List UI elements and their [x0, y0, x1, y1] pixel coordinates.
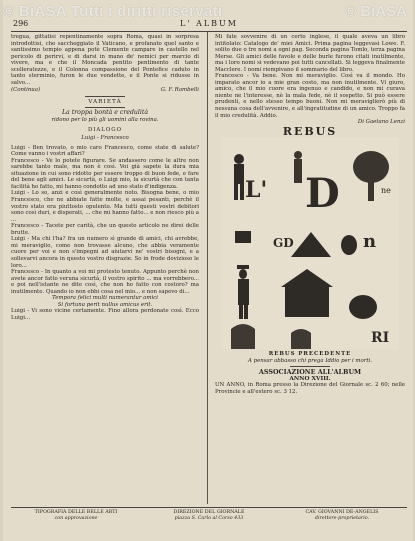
dialogue-speakers: Luigi - Francesco [81, 135, 129, 142]
author-signature: Di Gaetano Lenzi [357, 119, 405, 126]
association-year: ANNO XVIII. [289, 375, 331, 382]
latin-verse: Si fortuna perit nullus amicus erit. [57, 301, 153, 308]
latin-verse: Tempora felici multi numerantur amici [52, 295, 158, 302]
dialogue-paragraph: Luigi - Ben trovato, o mio caro Francesco, come state di salute? Come vanno i vostri affari? [11, 144, 199, 158]
dialogue-paragraph: Francesco - In quanto a voi mi protesto tenuto. Appunto perchè non avete ancor fatto veruna sicurtà, il vostro spirito ... ma vorrebbero... e poi nell'istante ne dite così, che non ho fatto con costoro? ma inutilmente. Quando io non ebbi cosa nel mio... e non sapevo di... [11, 269, 199, 295]
footer-direction-address: piazza S. Carlo al Corso 433 [174, 515, 244, 521]
divider-rule [85, 96, 125, 97]
journal-title: L' ALBUM [180, 19, 238, 28]
footer-director [277, 510, 407, 521]
page-number: 296 [13, 19, 29, 28]
continua-label: (Continua) [11, 87, 41, 94]
section-title: VARIETÀ [88, 98, 122, 105]
divider-rule [290, 366, 330, 367]
rebus-caption: A pensar abbasso chi prega Iddio per i morti. [248, 357, 372, 364]
rebus-letter-d: D [305, 170, 340, 218]
watermark-text-right: © BiASA [345, 3, 407, 20]
dialogue-paragraph: Francesco - Ve lo potete figurare. Se andassero come le altre non sarebbe tanto male, ma non è così. Voi già sapete la dura mia situazione in cui sono ridotto per essere troppo di buon fede, e fare del bene agli amici. Le sicurtà, o Luigi mio, la sicurtà che con tanta facilità ho fatto, mi hanno condotto ad uno stato d'indigenza. [11, 157, 199, 190]
divider-rule [85, 107, 125, 108]
left-column [11, 34, 199, 504]
page-header [11, 19, 407, 32]
rebus-caption-title: REBUS PRECEDENTE [268, 351, 352, 358]
page-footer [11, 507, 407, 536]
rebus-letter-ri: RI [371, 330, 390, 347]
footer-director-name: CAV. GIOVANNI DE-ANGELIS [305, 510, 379, 515]
author-signature: G. F. Rambelli [160, 87, 199, 94]
dialogue-paragraph: Mi fate sovvenire di un certo inglese, il quale aveva un libro intitolato: Catalogo de' miei Amici. Prima pagina leggevasi Lowe. F. solito due o tre nomi a ogni pag. Seconda pagina Tomlo, terza pagina Merse. Gli amici delle favole e delle burle furono citati inutilmente, ma i loro nomi si vedevano poi tutti cancellati. Si leggeva finalmente Macclere. I nomi riempivano il sommario del libro. [215, 34, 405, 73]
rebus-title: REBUS [282, 124, 338, 138]
association-title: ASSOCIAZIONE ALL'ALBUM [258, 368, 362, 377]
article-signature-line [11, 87, 199, 94]
dialogue-paragraph: Luigi - Ma chi l'ha? fra un numero sì grande di amici, chi avrebbe, mi meraviglio, come non trovasse alcuno, che abbia veramente cuore per voi e non s'impegni ad aiutarvi ne' vostri bisogni, e a sollevarvi ancora in questo vostro disgrazie. So in frode dovizioso le loro... [11, 236, 199, 269]
watermark-text: © BiASA Tutti i diritti riservati [3, 3, 223, 20]
article-subtitle-2: ridono per lo più gli uomini alla rovina. [51, 117, 159, 124]
dialogue-paragraph: Luigi - Lo so, anzi e così generalmente noto. Bisogna bene, o mio Francesco, che ne abbiate fatte molte, e assai pesanti, perchè il vostro stato era piuttosto opulento. Ma tutti questi vostri debitori sono così duri, e disperati, ... che mi hanno fatto... e non riesco più a ... [11, 190, 199, 223]
footer-printer-name: TIPOGRAFIA DELLE BELLE ARTI [34, 510, 118, 515]
rebus-letter-l: L' [245, 177, 268, 204]
rebus-letter-gd: GD [273, 236, 294, 251]
article-continuation: tregua, gittatisi repentinamente sopra Roma, quasi in sorpresa introdottisi, che saccheggiato il Vaticano, e profanato quel santo e santissimo tempio appena potè Clemente campare in castello nel pericolo di perirvi, e di darsi in mano de' nemici per marcio di vivere, ma e che il Moncada pentito pentimento di tante scelleratezze, e il Colonna compassione del Pontefice caduto in tanto sterminio, furon le due vendette, e il Ponte si ridusse in salvo... [11, 34, 199, 86]
dialogue-paragraph: Luigi - Vi sono vicine certamente. Fino allora perdonate così. Ecco Luigi... [11, 308, 199, 321]
column-divider [207, 32, 208, 504]
footer-printer [11, 510, 141, 521]
rebus-letter-n: n [363, 231, 377, 253]
dialogue-paragraph: Francesco - Va bene. Non mi meraviglio. Così va il mondo. Ho imparato ancor io a mie gran costo, ma non inutilmente. Vi giuro, amico, che il mio cuore era ingenuo e candido, e non mi curava niente ne l'interesse, nè la mala fede, nè il sospetto. Si può essere prudenti, e nello stesso tempo buoni. Non mi meraviglierò più di nessuna cosa dell'avvenire, e all'ingratitudine di un amico. Troppo fa il mio credulità. Addio. [215, 73, 405, 119]
footer-director-role: direttore-proprietario. [314, 515, 370, 521]
rebus-letter-ne: ne [381, 186, 391, 196]
association-text: UN ANNO, in Roma presso la Direzione del Giornale sc. 2 60; nelle Provincie e all'estero sc. 3 12. [215, 382, 405, 395]
right-column [215, 34, 405, 504]
footer-printer-note: con approvazione [54, 515, 98, 521]
article-subtitle: La troppa bontà e credulità [61, 109, 149, 117]
footer-direction-name: DIREZIONE DEL GIORNALE [173, 510, 245, 515]
dialogue-paragraph: Francesco - Tacete per carità, che un questo articolo ne direi delle brutte. [11, 223, 199, 236]
dialogue-title: DIALOGO [87, 126, 123, 133]
rebus-illustration [221, 137, 399, 349]
rebus-picture-icon [221, 137, 399, 349]
newspaper-page [3, 0, 413, 541]
footer-direction [144, 510, 274, 521]
